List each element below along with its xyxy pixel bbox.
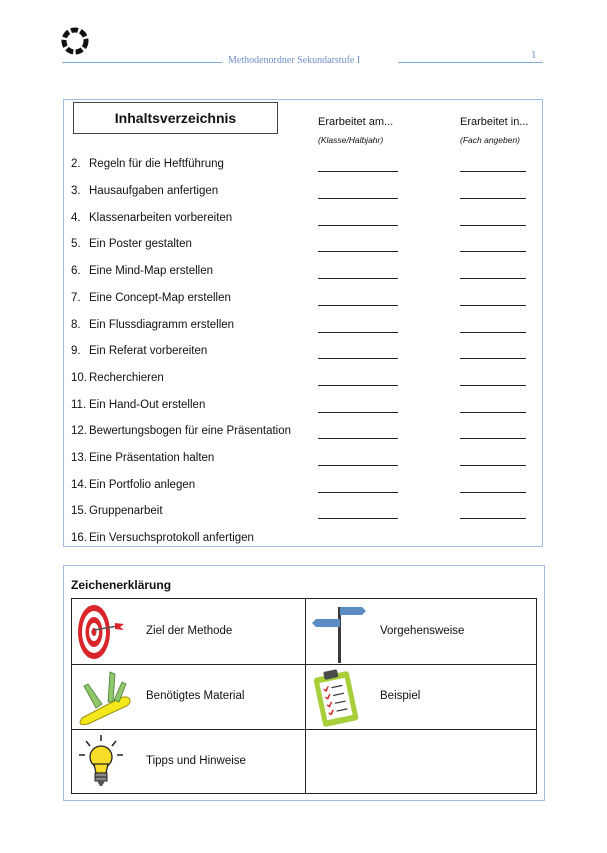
header-title: Methodenordner Sekundarstufe I <box>228 55 361 66</box>
toc-row <box>64 345 542 365</box>
clipboard-checklist-icon <box>312 666 362 728</box>
toc-label: Recherchieren <box>89 372 164 384</box>
legend-title: Zeichenerklärung <box>71 578 172 592</box>
lightbulb-icon <box>76 733 126 791</box>
toc-label: Ein Referat vorbereiten <box>89 345 208 357</box>
subject-blank-line[interactable] <box>460 278 526 279</box>
header-rule-left <box>62 62 222 63</box>
column-subheading-subject: (Fach angeben) <box>460 135 521 145</box>
column-subheading-date: (Klasse/Halbjahr) <box>318 135 384 145</box>
toc-row <box>64 399 542 419</box>
date-blank-line[interactable] <box>318 358 398 359</box>
header-rule-right <box>398 62 543 63</box>
toc-number: 7. <box>71 292 81 304</box>
date-blank-line[interactable] <box>318 492 398 493</box>
toc-label: Ein Hand-Out erstellen <box>89 399 206 411</box>
toc-label: Eine Mind-Map erstellen <box>89 265 214 277</box>
toc-number: 5. <box>71 238 81 250</box>
signpost-icon <box>310 601 370 663</box>
column-heading-date: Erarbeitet am... <box>318 116 394 128</box>
legend-cell-goal <box>72 599 305 664</box>
toc-label: Eine Präsentation halten <box>89 452 215 464</box>
toc-number: 9. <box>71 345 81 357</box>
toc-row <box>64 505 542 525</box>
date-blank-line[interactable] <box>318 305 398 306</box>
subject-blank-line[interactable] <box>460 251 526 252</box>
subject-blank-line[interactable] <box>460 332 526 333</box>
legend-table <box>71 598 537 794</box>
date-blank-line[interactable] <box>318 385 398 386</box>
toc-label: Ein Versuchsprotokoll anfertigen <box>89 532 254 544</box>
date-blank-line[interactable] <box>318 278 398 279</box>
legend-label-procedure: Vorgehensweise <box>380 625 465 637</box>
toc-number: 2. <box>71 158 81 170</box>
toc-row <box>64 185 542 205</box>
toc-row <box>64 452 542 472</box>
date-blank-line[interactable] <box>318 332 398 333</box>
subject-blank-line[interactable] <box>460 358 526 359</box>
toc-box <box>63 99 543 547</box>
toc-number: 14. <box>71 479 87 491</box>
page-number: 1 <box>531 49 537 61</box>
toc-label: Ein Flussdiagramm erstellen <box>89 319 235 331</box>
subject-blank-line[interactable] <box>460 225 526 226</box>
legend-cell-material <box>72 664 305 729</box>
date-blank-line[interactable] <box>318 438 398 439</box>
toc-row <box>64 158 542 178</box>
date-blank-line[interactable] <box>318 225 398 226</box>
toc-label: Klassenarbeiten vorbereiten <box>89 212 233 224</box>
toc-row <box>64 479 542 499</box>
legend-label-example: Beispiel <box>380 690 421 702</box>
toc-number: 3. <box>71 185 81 197</box>
pocketknife-icon <box>74 668 134 726</box>
date-blank-line[interactable] <box>318 251 398 252</box>
toc-row <box>64 212 542 232</box>
toc-number: 11. <box>71 399 87 411</box>
column-heading-subject: Erarbeitet in... <box>460 116 529 128</box>
toc-label: Hausaufgaben anfertigen <box>89 185 219 197</box>
legend-cell-procedure <box>306 599 538 664</box>
toc-number: 10. <box>71 372 87 384</box>
subject-blank-line[interactable] <box>460 198 526 199</box>
toc-number: 15. <box>71 505 87 517</box>
toc-label: Eine Concept-Map erstellen <box>89 292 231 304</box>
toc-number: 16. <box>71 532 87 544</box>
toc-row <box>64 265 542 285</box>
subject-blank-line[interactable] <box>460 305 526 306</box>
logo-icon <box>60 26 90 56</box>
toc-number: 8. <box>71 319 81 331</box>
date-blank-line[interactable] <box>318 412 398 413</box>
subject-blank-line[interactable] <box>460 412 526 413</box>
subject-blank-line[interactable] <box>460 171 526 172</box>
toc-row <box>64 238 542 258</box>
subject-blank-line[interactable] <box>460 385 526 386</box>
date-blank-line[interactable] <box>318 465 398 466</box>
toc-row <box>64 425 542 445</box>
toc-row <box>64 372 542 392</box>
toc-title: Inhaltsverzeichnis <box>73 102 278 134</box>
toc-number: 6. <box>71 265 81 277</box>
toc-label: Regeln für die Heftführung <box>89 158 224 170</box>
toc-row <box>64 319 542 339</box>
subject-blank-line[interactable] <box>460 438 526 439</box>
subject-blank-line[interactable] <box>460 465 526 466</box>
date-blank-line[interactable] <box>318 198 398 199</box>
toc-number: 4. <box>71 212 81 224</box>
legend-box <box>63 565 545 801</box>
legend-cell-tips <box>72 729 305 794</box>
subject-blank-line[interactable] <box>460 492 526 493</box>
subject-blank-line[interactable] <box>460 518 526 519</box>
legend-cell-example <box>306 664 538 729</box>
toc-number: 13. <box>71 452 87 464</box>
toc-label: Bewertungsbogen für eine Präsentation <box>89 425 292 437</box>
legend-label-material: Benötigtes Material <box>146 690 245 702</box>
date-blank-line[interactable] <box>318 171 398 172</box>
date-blank-line[interactable] <box>318 518 398 519</box>
toc-label: Gruppenarbeit <box>89 505 163 517</box>
toc-row <box>64 292 542 312</box>
legend-label-tips: Tipps und Hinweise <box>146 755 246 767</box>
toc-row <box>64 532 542 547</box>
legend-label-goal: Ziel der Methode <box>146 625 233 637</box>
toc-number: 12. <box>71 425 87 437</box>
target-icon <box>74 601 130 661</box>
toc-label: Ein Portfolio anlegen <box>89 479 196 491</box>
toc-label: Ein Poster gestalten <box>89 238 192 250</box>
